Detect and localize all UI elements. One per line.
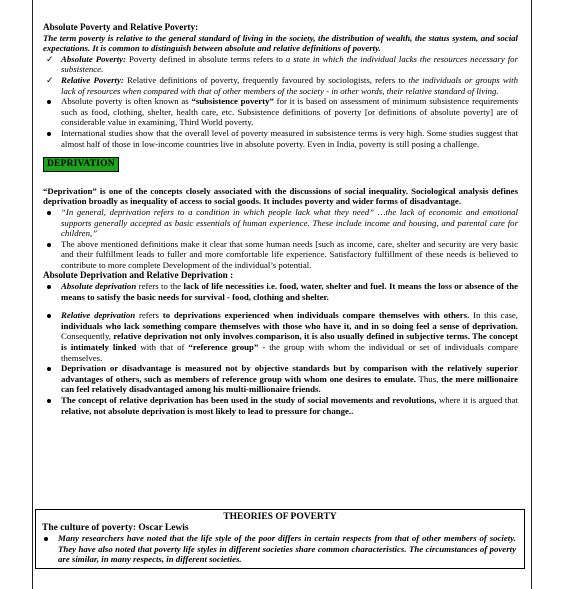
list-text: Absolute poverty is often known as bbox=[61, 96, 192, 107]
checkmark-icon: ✓ bbox=[46, 74, 54, 85]
list-item-absolute-poverty bbox=[43, 54, 518, 75]
bullet-icon bbox=[47, 285, 51, 289]
relative-deprivation-list bbox=[43, 310, 518, 416]
list-item-deprivation-measure bbox=[43, 363, 518, 395]
term-text: Consequently, bbox=[61, 331, 114, 342]
term-text-bold: to deprivations experienced when individuals compare themselves with others. bbox=[162, 310, 470, 321]
list-text-bold: Deprivation or disadvantage is measured not by objective standards but by comparison with the relatively superior advantages of others, such as members of reference group with whom one desires to emulate. bbox=[61, 363, 518, 384]
term-label: Relative Poverty: bbox=[61, 74, 124, 85]
theories-list bbox=[40, 533, 516, 565]
list-text-bold: relative, not absolute deprivation is most likely to lead to pressure for change.. bbox=[61, 405, 354, 416]
list-text-bold: the mere millionaire can feel relatively disadvantaged among his multi-millionaire friends. bbox=[61, 373, 518, 395]
list-item-social-movements bbox=[43, 395, 518, 416]
bullet-icon bbox=[47, 243, 51, 247]
term-text: refers to the bbox=[136, 281, 184, 292]
bullet-icon bbox=[47, 100, 51, 104]
abs-rel-list bbox=[43, 281, 518, 302]
list-text: International studies show that the overall level of poverty measured in subsistence terms is very high. Some studies suggest that almost half of those in low-income countries live in absolute poverty. Even in India, poverty is still posing a challenge. bbox=[61, 127, 518, 149]
list-item-culture-of-poverty bbox=[40, 533, 516, 565]
section-title-absolute-relative-poverty: Absolute Poverty and Relative Poverty: bbox=[43, 22, 199, 32]
bullet-icon bbox=[47, 399, 51, 403]
list-text-bold: “subsistence poverty” bbox=[191, 96, 274, 107]
section-title-absolute-relative-deprivation: Absolute Deprivation and Relative Deprivation : bbox=[43, 270, 234, 281]
term-text-bold: lack of life necessities i.e. food, water, shelter and fuel. It means the loss or absence of the means to satisfy the basic needs for survival - food, clothing and shelter. bbox=[61, 281, 518, 302]
term-text: refers bbox=[135, 310, 163, 321]
checkmark-icon: ✓ bbox=[46, 53, 54, 64]
bullet-icon bbox=[47, 314, 51, 318]
list-item-absolute-deprivation bbox=[43, 281, 518, 302]
term-label: Absolute deprivation bbox=[61, 281, 137, 292]
term-text-bold: individuals who lack something compare themselves with those who have it, and in so doing feel a sense of deprivation. bbox=[61, 320, 518, 331]
term-text-italic: a state in which the individual lacks the resources necessary for subsistence. bbox=[61, 53, 518, 75]
list-item-deprivation-quote bbox=[43, 207, 518, 239]
list-text: Thus, bbox=[415, 373, 442, 384]
list-text: The above mentioned definitions make it clear that some human needs [such as income, care, shelter and security are very basic and their fulfillment leads to fuller and more comfortable life experience. Satisfactory fulfillment of these needs is believed to contribute to more complete Development of the individual’s potential. bbox=[61, 238, 518, 270]
term-text-bold: relative deprivation not only involves comparison, it is also usually defined in subjective terms. The concept is intimately linked bbox=[61, 331, 518, 353]
list-item-relative-deprivation bbox=[43, 310, 518, 363]
term-text: - the group with whom the individual or set of individuals compare themselves. bbox=[61, 342, 518, 363]
term-text: In this case, bbox=[469, 310, 519, 321]
term-text-italic: the individuals or groups with lack of resources when compared with that of other members of the society - in other words, their relative standard of living. bbox=[61, 74, 518, 96]
list-text-bold-italic: Many researchers have noted that the life style of the poor differs in certain respects from that of other members of society. They have also noted that poverty life styles in different societies share common characteristics. The circumstances of poverty are similar, in many respects, in different societies. bbox=[58, 533, 516, 565]
bullet-icon bbox=[47, 211, 51, 215]
poverty-intro: The term poverty is relative to the general standard of living in the society, the distribution of wealth, the status system, and social expectations. It is common to distinguish between absolute and relative definitions of poverty. bbox=[43, 32, 518, 54]
term-text: with that of bbox=[136, 342, 189, 353]
term-text: Relative definitions of poverty, frequently favoured by sociologists, refers to bbox=[123, 74, 409, 85]
theories-box bbox=[35, 509, 525, 569]
list-item-relative-poverty bbox=[43, 75, 518, 96]
list-item-human-needs bbox=[43, 239, 518, 271]
term-text-bold: “reference group” bbox=[188, 342, 259, 353]
deprivation-intro: “Deprivation” is one of the concepts closely associated with the discussions of social inequality. Sociological analysis defines deprivation broadly as inequality of access to social goods. It includes poverty and wider forms of disadvantage. bbox=[43, 185, 518, 207]
list-text: for it is based on assessment of minimum subsistence requirements such as food, clothing, shelter, health care, etc. Subsistence definitions of poverty [or definitions of absolute poverty] are of considerable value in examining, Third World poverty. bbox=[61, 96, 519, 128]
theories-title: THEORIES OF POVERTY bbox=[223, 512, 337, 522]
document-content bbox=[43, 22, 518, 416]
list-item-subsistence-poverty bbox=[43, 96, 518, 128]
term-label: Absolute Poverty: bbox=[61, 53, 127, 64]
bullet-icon bbox=[47, 367, 51, 371]
document-page bbox=[32, 0, 532, 589]
term-label: Relative deprivation bbox=[61, 310, 136, 321]
deprivation-list bbox=[43, 207, 518, 271]
bullet-icon bbox=[47, 132, 51, 136]
deprivation-heading-tag: DEPRIVATION bbox=[43, 157, 119, 172]
poverty-list bbox=[43, 54, 518, 149]
list-text: where it is argued that bbox=[436, 395, 518, 405]
bullet-icon bbox=[44, 537, 48, 541]
list-text-italic: “In general, deprivation refers to a condition in which people lack what they need” …the lack of economic and emotional supports generally accepted as basic essentials of human experience. These include income and housing, and parental care for children,” bbox=[61, 206, 518, 239]
list-item-international-studies bbox=[43, 128, 518, 149]
theories-subtitle: The culture of poverty: Oscar Lewis bbox=[42, 523, 189, 533]
list-text-bold: The concept of relative deprivation has been used in the study of social movements and revolutions, bbox=[61, 395, 437, 405]
term-text: Poverty defined in absolute terms refers to bbox=[126, 53, 286, 64]
